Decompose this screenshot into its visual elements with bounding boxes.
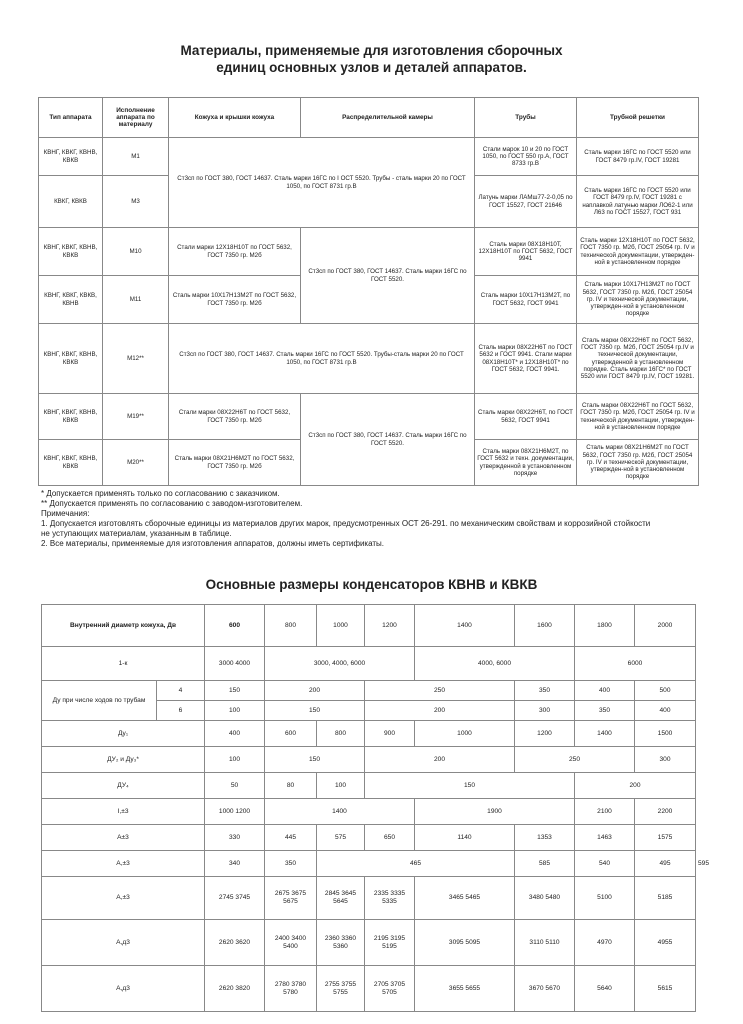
cell-tubesheet: Сталь марки 12Х18Н10Т по ГОСТ 5632, ГОСТ 7350 гр. М2б, ГОСТ 25054 гр. IV и технической документации, утвержден-ной в установленном порядке bbox=[577, 228, 699, 276]
table-row bbox=[42, 647, 696, 681]
cell: 1800 bbox=[575, 605, 635, 647]
cell: 2755 3755 5755 bbox=[317, 966, 365, 1012]
cell: 3110 5110 bbox=[515, 920, 575, 966]
cell: 1140 bbox=[415, 825, 515, 851]
cell-label: А,д3 bbox=[42, 966, 205, 1012]
cell: 1353 bbox=[515, 825, 575, 851]
cell-shell-chamber: Ст3сп по ГОСТ 380, ГОСТ 14637. Сталь марки 16ГС по ГОСТ 5520. Трубы-сталь марки 20 по ГОСТ 1050, по ГОСТ 8731 гр.В bbox=[169, 324, 475, 394]
cell-type: КВНГ, КВКГ, КВНВ, КВКВ bbox=[39, 394, 103, 440]
cell-label: Ду при числе ходов по трубам bbox=[42, 681, 157, 721]
cell: 1600 bbox=[515, 605, 575, 647]
cell-tubes: Сталь марки 08Х21Н6М2Т, по ГОСТ 5632 и техн. документации, утвержденной в установленном порядке bbox=[475, 440, 577, 486]
cell: 2780 3780 5780 bbox=[265, 966, 317, 1012]
cell: 4955 bbox=[635, 920, 696, 966]
cell: 3670 5670 bbox=[515, 966, 575, 1012]
table-row bbox=[39, 394, 699, 440]
cell-label: А,±3 bbox=[42, 851, 205, 877]
cell: 100 bbox=[317, 773, 365, 799]
materials-title bbox=[0, 42, 743, 76]
cell: 2000 bbox=[635, 605, 696, 647]
cell: 2745 3745 bbox=[205, 877, 265, 920]
cell-material: М19** bbox=[103, 394, 169, 440]
cell: 1000 1200 bbox=[205, 799, 265, 825]
cell: 200 bbox=[365, 701, 515, 721]
cell: 1575 bbox=[635, 825, 696, 851]
cell: 600 bbox=[205, 605, 265, 647]
cell: 3465 5465 bbox=[415, 877, 515, 920]
table-row bbox=[42, 721, 696, 747]
cell: 600 bbox=[265, 721, 317, 747]
cell: 465 bbox=[317, 851, 515, 877]
cell: 2360 3360 5360 bbox=[317, 920, 365, 966]
cell-label: А±3 bbox=[42, 825, 205, 851]
cell: 2400 3400 5400 bbox=[265, 920, 317, 966]
cell: 350 bbox=[515, 681, 575, 701]
cell: 5100 bbox=[575, 877, 635, 920]
table-row bbox=[39, 324, 699, 394]
col-header-type: Тип аппарата bbox=[39, 98, 103, 138]
cell: 1500 bbox=[635, 721, 696, 747]
table-row bbox=[39, 138, 699, 176]
cell-material: М20** bbox=[103, 440, 169, 486]
cell: 200 bbox=[575, 773, 696, 799]
cell-tubes: Сталь марки 08Х18Н10Т, 12Х18Н10Т по ГОСТ 5632, ГОСТ 9941 bbox=[475, 228, 577, 276]
cell-material: М3 bbox=[103, 176, 169, 228]
dimensions-title: Основные размеры конденсаторов КВНВ и КВКВ bbox=[205, 577, 538, 592]
cell-label: ДУ₄ bbox=[42, 773, 205, 799]
cell: 5185 bbox=[635, 877, 696, 920]
cell: 350 bbox=[575, 701, 635, 721]
cell: 2845 3645 5645 bbox=[317, 877, 365, 920]
materials-header-row bbox=[39, 98, 699, 138]
cell: 200 bbox=[365, 747, 515, 773]
cell: 400 bbox=[205, 721, 265, 747]
cell-shell-chamber: Ст3сп по ГОСТ 380, ГОСТ 14637. Сталь марки 16ГС по I ОСТ 5520. Трубы - сталь марки 20 по ГОСТ 1050, по ГОСТ 8731 гр.В bbox=[169, 138, 475, 228]
cell: 6000 bbox=[575, 647, 696, 681]
cell: 250 bbox=[365, 681, 515, 701]
cell: 6 bbox=[157, 701, 205, 721]
footnote-1: * Допускается применять только по согласованию с заказчиком. bbox=[41, 489, 280, 498]
cell-type: КВНГ, КВКГ, КВКВ, КВНВ bbox=[39, 276, 103, 324]
cell: 500 bbox=[635, 681, 696, 701]
cell: 2705 3705 5705 bbox=[365, 966, 415, 1012]
cell: 50 bbox=[205, 773, 265, 799]
cell: 3095 5095 bbox=[415, 920, 515, 966]
table-row bbox=[42, 605, 696, 647]
cell-shell: Стали марки 12Х18Н10Т по ГОСТ 5632, ГОСТ 7350 гр. М2б bbox=[169, 228, 301, 276]
cell-label: Ду₁ bbox=[42, 721, 205, 747]
cell: 2100 bbox=[575, 799, 635, 825]
cell-chamber: Ст3сп по ГОСТ 380, ГОСТ 14637. Сталь марки 16ГС по ГОСТ 5520. bbox=[301, 228, 475, 324]
table-row bbox=[42, 747, 696, 773]
cell: 150 bbox=[365, 773, 575, 799]
materials-table bbox=[38, 97, 699, 486]
table-row: А,±3 340 350 465 585 540 495 595 bbox=[42, 851, 696, 877]
cell: 1200 bbox=[515, 721, 575, 747]
cell: 150 bbox=[265, 701, 365, 721]
cell-shell: Сталь марки 10Х17Н13М2Т по ГОСТ 5632, ГОСТ 7350 гр. М2б bbox=[169, 276, 301, 324]
table-row bbox=[39, 228, 699, 276]
cell: 250 bbox=[515, 747, 635, 773]
table-row bbox=[42, 825, 696, 851]
cell-material: М10 bbox=[103, 228, 169, 276]
cell: 495 bbox=[635, 851, 696, 877]
cell-tubesheet: Сталь марки 08Х22Н6Т по ГОСТ 5632, ГОСТ 7350 гр. М2б, ГОСТ 25054 гр. IV и технической документации, утвержден-ной в установленном порядке bbox=[577, 394, 699, 440]
cell-tubesheet: Сталь марки 10Х17Н13М2Т по ГОСТ 5632, ГОСТ 7350 гр. М2б, ГОСТ 25054 гр. IV и технической документации, утвержден-ной в установленном порядке bbox=[577, 276, 699, 324]
cell: 2620 3820 bbox=[205, 966, 265, 1012]
cell: 2675 3675 5675 bbox=[265, 877, 317, 920]
cell: 1000 bbox=[415, 721, 515, 747]
cell: 400 bbox=[575, 681, 635, 701]
cell-label: Внутренний диаметр кожуха, Дв bbox=[42, 605, 205, 647]
cell: 585 bbox=[515, 851, 575, 877]
cell-tubes: Сталь марки 08Х22Н6Т, по ГОСТ 5632, ГОСТ 9941 bbox=[475, 394, 577, 440]
cell-label: I,±3 bbox=[42, 799, 205, 825]
cell: 5615 bbox=[635, 966, 696, 1012]
cell: 300 bbox=[515, 701, 575, 721]
table-row bbox=[42, 681, 696, 701]
col-header-tubesheet: Трубной решетки bbox=[577, 98, 699, 138]
table-row bbox=[42, 966, 696, 1012]
cell: 650 bbox=[365, 825, 415, 851]
cell-shell: Сталь марки 08Х21Н6М2Т по ГОСТ 5632, ГОСТ 7350 гр. М2б bbox=[169, 440, 301, 486]
footnote-2: ** Допускается применять по согласованию с заводом-изготовителем. bbox=[41, 499, 303, 508]
cell: 150 bbox=[205, 681, 265, 701]
cell: 2335 3335 5335 bbox=[365, 877, 415, 920]
cell: 1400 bbox=[415, 605, 515, 647]
cell: 900 bbox=[365, 721, 415, 747]
cell: 330 bbox=[205, 825, 265, 851]
cell: 5640 bbox=[575, 966, 635, 1012]
materials-title-line2: единиц основных узлов и деталей аппаратов. bbox=[216, 60, 527, 75]
cell: 150 bbox=[265, 747, 365, 773]
cell: 800 bbox=[265, 605, 317, 647]
table-row bbox=[42, 877, 696, 920]
cell: 100 bbox=[205, 701, 265, 721]
cell: 2195 3195 5195 bbox=[365, 920, 415, 966]
cell: 4970 bbox=[575, 920, 635, 966]
cell: 4000, 6000 bbox=[415, 647, 575, 681]
cell: 1400 bbox=[265, 799, 415, 825]
table-row bbox=[42, 920, 696, 966]
col-header-chamber: Распределительной камеры bbox=[301, 98, 475, 138]
cell: 1463 bbox=[575, 825, 635, 851]
cell: 80 bbox=[265, 773, 317, 799]
cell: 1000 bbox=[317, 605, 365, 647]
dimensions-table bbox=[41, 604, 710, 1012]
cell-material: М1 bbox=[103, 138, 169, 176]
cell-label: ДУ₂ и Ду₃* bbox=[42, 747, 205, 773]
col-header-material: Исполнение аппарата по материалу bbox=[103, 98, 169, 138]
cell: 3000, 4000, 6000 bbox=[265, 647, 415, 681]
cell-type: КВНГ, КВКГ, КВНВ, КВКВ bbox=[39, 440, 103, 486]
notes-heading: Примечания: bbox=[41, 509, 90, 518]
cell: 3000 4000 bbox=[205, 647, 265, 681]
cell-tubesheet: Сталь марки 08Х21Н6М2Т по ГОСТ 5632, ГОСТ 7350 гр. М2б, ГОСТ 25054 гр. IV и технической документации, утвержден-ной в установленном порядке bbox=[577, 440, 699, 486]
table-row bbox=[42, 799, 696, 825]
cell: 350 bbox=[265, 851, 317, 877]
cell-material: М11 bbox=[103, 276, 169, 324]
cell-label: А,±3 bbox=[42, 877, 205, 920]
note-1: 1. Допускается изготовлять сборочные единицы из материалов других марок, предусмотренных ОСТ 26-291. по механическим свойствам и коррозийной стойкости bbox=[41, 519, 651, 528]
cell-tubes: Сталь марки 10Х17Н13М2Т, по ГОСТ 5632, ГОСТ 9941 bbox=[475, 276, 577, 324]
cell: 1200 bbox=[365, 605, 415, 647]
cell-type: КВНГ, КВКГ, КВНВ, КВКВ bbox=[39, 138, 103, 176]
cell: 4 bbox=[157, 681, 205, 701]
cell: 300 bbox=[635, 747, 696, 773]
cell: 575 bbox=[317, 825, 365, 851]
cell: 3655 5655 bbox=[415, 966, 515, 1012]
cell-material: М12** bbox=[103, 324, 169, 394]
cell-type: КВНГ, КВКГ, КВНВ, КВКВ bbox=[39, 324, 103, 394]
cell: 540 bbox=[575, 851, 635, 877]
cell: 2620 3620 bbox=[205, 920, 265, 966]
cell-label: 1-к bbox=[42, 647, 205, 681]
cell-label: А,д3 bbox=[42, 920, 205, 966]
table-row bbox=[42, 773, 696, 799]
cell-tubesheet: Сталь марки 16ГС по ГОСТ 5520 или ГОСТ 8479 гр.IV, ГОСТ 19281 bbox=[577, 138, 699, 176]
cell-tubesheet: Сталь марки 08Х22Н6Т по ГОСТ 5632, ГОСТ 7350 гр. М2б, ГОСТ 25054 гр.IV и технической документации, утвержденной в установленном порядке. Сталь марки 16ГС* по ГОСТ 5520 или ГОСТ 8479 гр.IV, ГОСТ 19281. bbox=[577, 324, 699, 394]
cell-tubes: Сталь марки 08Х22Н6Т по ГОСТ 5632 и ГОСТ 9941. Стали марки 08Х18Н10Т* и 12Х18Н10Т* по ГОСТ 5632, ГОСТ 9941. bbox=[475, 324, 577, 394]
cell-tubes: Латунь марки ЛАМш77-2-0,05 по ГОСТ 15527, ГОСТ 21646 bbox=[475, 176, 577, 228]
cell: 1900 bbox=[415, 799, 575, 825]
cell-type: КВКГ, КВКВ bbox=[39, 176, 103, 228]
cell: 100 bbox=[205, 747, 265, 773]
col-header-tubes: Трубы bbox=[475, 98, 577, 138]
cell-type: КВНГ, КВКГ, КВНВ, КВКВ bbox=[39, 228, 103, 276]
cell: 2200 bbox=[635, 799, 696, 825]
cell-chamber: Ст3сп по ГОСТ 380, ГОСТ 14637. Сталь марки 16ГС по ГОСТ 5520. bbox=[301, 394, 475, 486]
note-2: 2. Все материалы, применяемые для изготовления аппаратов, должны иметь сертификаты. bbox=[41, 539, 384, 548]
cell-tubesheet: Сталь марки 16ГС по ГОСТ 5520 или ГОСТ 8479 гр.IV, ГОСТ 19281 с наплавкой латунью марки ЛО62-1 или Л63 по ГОСТ 15527, ГОСТ 931 bbox=[577, 176, 699, 228]
cell: 800 bbox=[317, 721, 365, 747]
cell: 3480 5480 bbox=[515, 877, 575, 920]
cell: 445 bbox=[265, 825, 317, 851]
cell-tubes: Стали марок 10 и 20 по ГОСТ 1050, по ГОСТ 550 гр.А, ГОСТ 8733 гр.В bbox=[475, 138, 577, 176]
cell: 1400 bbox=[575, 721, 635, 747]
cell-shell: Стали марки 08Х22Н6Т по ГОСТ 5632, ГОСТ 7350 гр. М2б bbox=[169, 394, 301, 440]
footnotes bbox=[41, 489, 701, 549]
cell: 200 bbox=[265, 681, 365, 701]
col-header-shell: Кожуха и крышки кожуха bbox=[169, 98, 301, 138]
cell: 400 bbox=[635, 701, 696, 721]
materials-title-line1: Материалы, применяемые для изготовления сборочных bbox=[180, 43, 563, 58]
note-1-cont: не уступающих материалам, указанным в таблице. bbox=[41, 529, 232, 538]
cell: 340 bbox=[205, 851, 265, 877]
